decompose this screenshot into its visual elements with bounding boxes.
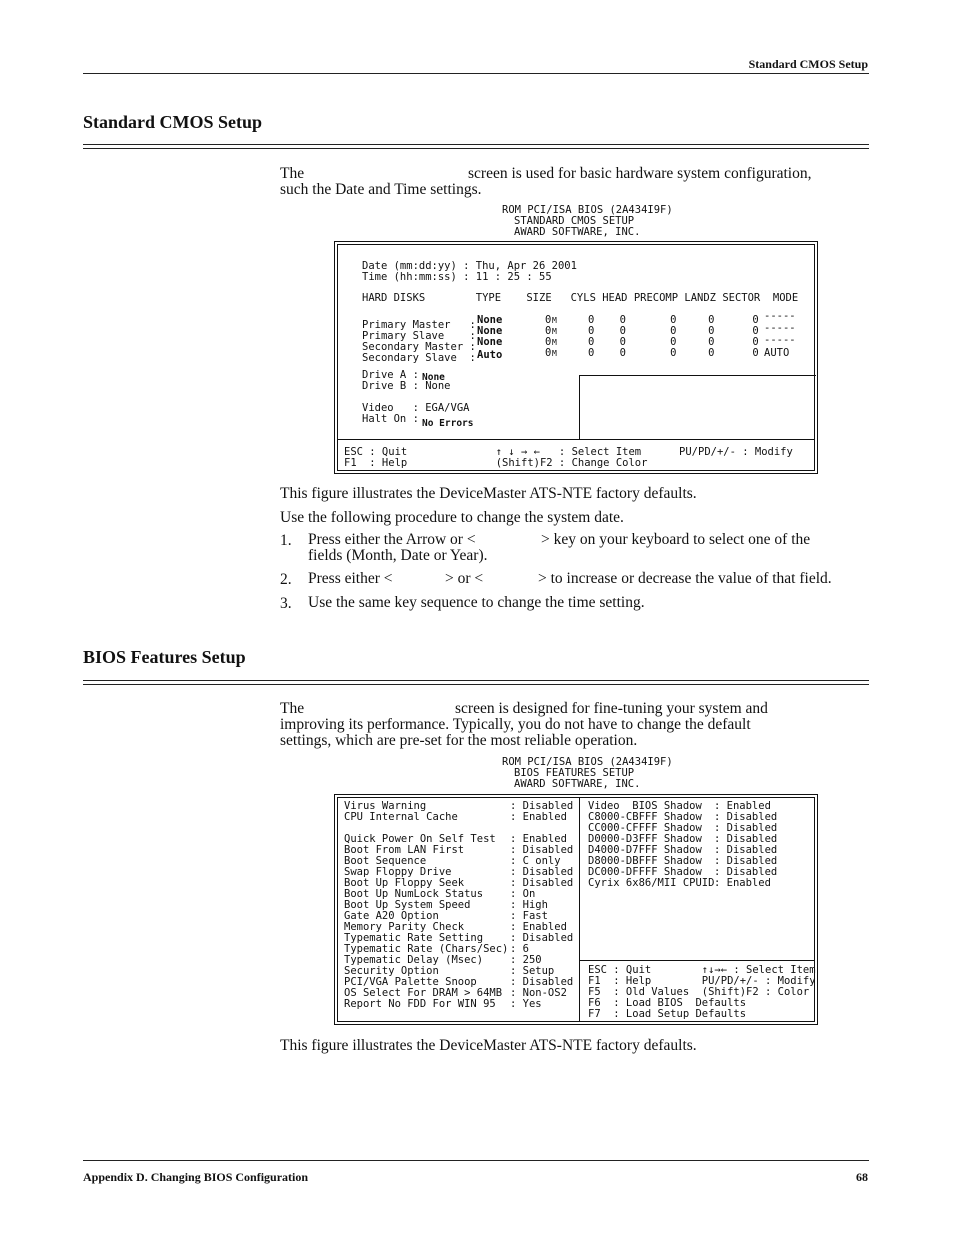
- section-rule-bottom: [83, 148, 869, 149]
- key-hint: F6 : Load BIOS Defaults: [588, 997, 747, 1009]
- right-item-label: D0000-D3FFF Shadow: [588, 833, 702, 845]
- left-item-value: : On: [510, 888, 536, 900]
- left-item-label: Report No FDD For WIN 95: [344, 998, 496, 1010]
- drive-a-value: None: [422, 372, 445, 383]
- header-rule: [83, 73, 869, 74]
- hdd-size: 0: [545, 314, 552, 326]
- hdd-mode: -----: [764, 322, 796, 334]
- section-rule-top: [83, 144, 869, 145]
- left-item-value: : Enabled: [510, 833, 567, 845]
- time-line: Time (hh:mm:ss) : 11 : 25 : 55: [362, 271, 552, 283]
- hdd-values: 0 0 0 0 0: [588, 314, 759, 326]
- left-item-label: Typematic Rate Setting: [344, 932, 484, 944]
- hdd-size: 0: [545, 336, 552, 348]
- bios-features-screen: [334, 794, 818, 1025]
- right-item-label: Video BIOS Shadow: [588, 800, 702, 812]
- left-item-value: : Enabled: [510, 921, 567, 933]
- hdd-type: None: [477, 325, 503, 337]
- key-hint: F5 : Old Values (Shift)F2 : Color: [588, 986, 810, 998]
- left-item-label: PCI/VGA Palette Snoop: [344, 976, 477, 988]
- hdd-values: 0 0 0 0 0: [588, 336, 759, 348]
- right-item-label: D8000-DBFFF Shadow: [588, 855, 702, 867]
- step-text: Press either <: [308, 570, 393, 587]
- video-line: Video : EGA/VGA: [362, 402, 470, 414]
- left-item-row: [344, 811, 567, 823]
- section-title-cmos: Standard CMOS Setup: [83, 112, 263, 132]
- left-item-label: Boot From LAN First: [344, 844, 465, 856]
- right-item-value: : Disabled: [714, 833, 778, 845]
- step-text: Use the same key sequence to change the time setting.: [308, 594, 645, 611]
- left-item-value: : Disabled: [510, 877, 574, 889]
- bios-heading-line1: ROM PCI/ISA BIOS (2A434I9F): [502, 756, 673, 768]
- hdd-mode: -----: [764, 334, 796, 346]
- key-hint: F7 : Load Setup Defaults: [588, 1008, 747, 1020]
- left-item-value: : Yes: [510, 998, 542, 1010]
- left-item-label: Quick Power On Self Test: [344, 833, 496, 845]
- left-item-label: Gate A20 Option: [344, 910, 439, 922]
- step-number: 3.: [280, 595, 292, 612]
- left-item-value: : Disabled: [510, 976, 574, 988]
- right-item-value: : Disabled: [714, 811, 778, 823]
- running-header: Standard CMOS Setup: [748, 57, 868, 71]
- hdd-type: None: [477, 336, 503, 348]
- left-item-label: Typematic Rate (Chars/Sec): [344, 943, 509, 955]
- keys-divider: [580, 960, 814, 961]
- step-text: > key on your keyboard to select one of the: [541, 531, 811, 548]
- step-text: Press either the Arrow or <: [308, 531, 476, 548]
- hdd-mode: AUTO: [764, 347, 790, 359]
- hdd-size: 0: [545, 325, 552, 337]
- left-item-label: Boot Up Floppy Seek: [344, 877, 465, 889]
- left-item-row: [344, 998, 542, 1010]
- left-item-label: OS Select For DRAM > 64MB: [344, 987, 503, 999]
- key-hint: F1 : Help PU/PD/+/- : Modify: [588, 975, 816, 987]
- hdd-values: 0 0 0 0 0: [588, 325, 759, 337]
- left-item-value: : Disabled: [510, 800, 574, 812]
- left-item-label: Boot Up NumLock Status: [344, 888, 484, 900]
- intro-line2: improving its performance. Typically, you do not have to change the default: [280, 716, 751, 733]
- right-item-label: CC000-CFFFF Shadow: [588, 822, 702, 834]
- page-number: 68: [856, 1170, 868, 1184]
- left-item-value: : Fast: [510, 910, 548, 922]
- left-item-label: Boot Up System Speed: [344, 899, 471, 911]
- left-item-label: Memory Parity Check: [344, 921, 465, 933]
- hdd-type: None: [477, 314, 503, 326]
- left-item-value: : Disabled: [510, 844, 574, 856]
- date-line: Date (mm:dd:yy) : Thu, Apr 26 2001: [362, 260, 577, 272]
- hdd-size: 0: [545, 347, 552, 359]
- cmos-footer-line1: ESC : Quit ↑ ↓ → ← : Select Item PU/PD/+/- : Modify: [344, 446, 793, 458]
- hdd-header: HARD DISKS TYPE SIZE CYLS HEAD PRECOMP LANDZ SECTOR MODE: [362, 292, 799, 304]
- left-item-value: : 250: [510, 954, 542, 966]
- left-item-label: Swap Floppy Drive: [344, 866, 452, 878]
- features-left-list: [344, 800, 574, 1010]
- hdd-unit: M: [552, 316, 557, 325]
- right-item-value: : Enabled: [714, 800, 771, 812]
- left-item-label: CPU Internal Cache: [344, 811, 458, 823]
- left-item-value: : Disabled: [510, 932, 574, 944]
- left-item-value: : Enabled: [510, 811, 567, 823]
- bios-heading-line2: BIOS FEATURES SETUP: [514, 767, 635, 779]
- features-keys-list: [588, 965, 816, 1020]
- cmos-footer-line2: F1 : Help (Shift)F2 : Change Color: [344, 457, 648, 469]
- hdd-label: Primary Slave :: [362, 330, 476, 342]
- right-item-value: : Disabled: [714, 866, 778, 878]
- step-text: > to increase or decrease the value of that field.: [538, 570, 832, 587]
- left-item-value: : 6: [510, 943, 529, 955]
- section-rule-bottom: [83, 684, 869, 685]
- left-item-label: Typematic Delay (Msec): [344, 954, 484, 966]
- cmos-caption: This figure illustrates the DeviceMaster ATS-NTE factory defaults.: [280, 485, 697, 502]
- step-text: > or <: [445, 570, 484, 587]
- cmos-screen: [334, 241, 818, 474]
- hdd-mode: -----: [764, 310, 796, 322]
- halt-on-value: No Errors: [422, 418, 474, 429]
- hdd-label: Primary Master :: [362, 319, 476, 331]
- right-item-value: : Disabled: [714, 844, 778, 856]
- right-item-value: : Disabled: [714, 855, 778, 867]
- key-hint: ESC : Quit ↑↓→← : Select Item: [588, 964, 816, 976]
- intro-pre: The: [280, 165, 305, 182]
- left-item-value: : High: [510, 899, 548, 911]
- right-item-label: D4000-D7FFF Shadow: [588, 844, 702, 856]
- features-caption: This figure illustrates the DeviceMaster ATS-NTE factory defaults.: [280, 1037, 697, 1054]
- hdd-label: Secondary Slave :: [362, 352, 476, 364]
- left-item-label: Boot Sequence: [344, 855, 427, 867]
- left-item-label: Security Option: [344, 965, 439, 977]
- features-right-list: [588, 800, 778, 889]
- footer-divider: [338, 439, 814, 440]
- halt-on-label: Halt On :: [362, 413, 419, 425]
- left-item-value: : C only: [510, 855, 561, 867]
- right-item-label: C8000-CBFFF Shadow: [588, 811, 702, 823]
- hdd-label: Secondary Master :: [362, 341, 476, 353]
- section-title-bios-features: BIOS Features Setup: [83, 647, 246, 667]
- drive-a-label: Drive A :: [362, 369, 419, 381]
- intro-post: screen is designed for fine-tuning your system and: [455, 700, 768, 717]
- left-item-label: Virus Warning: [344, 800, 427, 812]
- intro-pre: The: [280, 700, 305, 717]
- section-rule-top: [83, 680, 869, 681]
- hdd-unit: M: [552, 327, 557, 336]
- right-item-value: : Enabled: [714, 877, 771, 889]
- hdd-unit: M: [552, 338, 557, 347]
- procedure-intro: Use the following procedure to change the system date.: [280, 509, 624, 526]
- bios-heading-line3: AWARD SOFTWARE, INC.: [514, 778, 641, 790]
- hdd-values: 0 0 0 0 0: [588, 347, 759, 359]
- info-panel: [579, 375, 816, 440]
- bios-heading-line1: ROM PCI/ISA BIOS (2A434I9F): [502, 204, 673, 216]
- right-item-label: DC000-DFFFF Shadow: [588, 866, 702, 878]
- right-item-value: : Disabled: [714, 822, 778, 834]
- intro-post: screen is used for basic hardware system configuration,: [468, 165, 812, 182]
- footer-rule: [83, 1160, 869, 1161]
- bios-heading-line2: STANDARD CMOS SETUP: [514, 215, 635, 227]
- intro-line2: such the Date and Time settings.: [280, 181, 482, 198]
- right-item-label: Cyrix 6x86/MII CPUID: [588, 877, 715, 889]
- hdd-type: Auto: [477, 349, 503, 361]
- drive-b-line: Drive B : None: [362, 380, 451, 392]
- step-number: 2.: [280, 571, 292, 588]
- right-item-row: [588, 877, 771, 889]
- hdd-unit: M: [552, 349, 557, 358]
- left-item-value: : Non-OS2: [510, 987, 567, 999]
- footer-chapter: Appendix D. Changing BIOS Configuration: [83, 1170, 309, 1184]
- intro-line3: settings, which are pre-set for the most reliable operation.: [280, 732, 638, 749]
- bios-heading-line3: AWARD SOFTWARE, INC.: [514, 226, 641, 238]
- step-text: fields (Month, Date or Year).: [308, 547, 488, 564]
- step-number: 1.: [280, 532, 292, 549]
- column-divider: [579, 798, 580, 1021]
- left-item-value: : Disabled: [510, 866, 574, 878]
- left-item-value: : Setup: [510, 965, 555, 977]
